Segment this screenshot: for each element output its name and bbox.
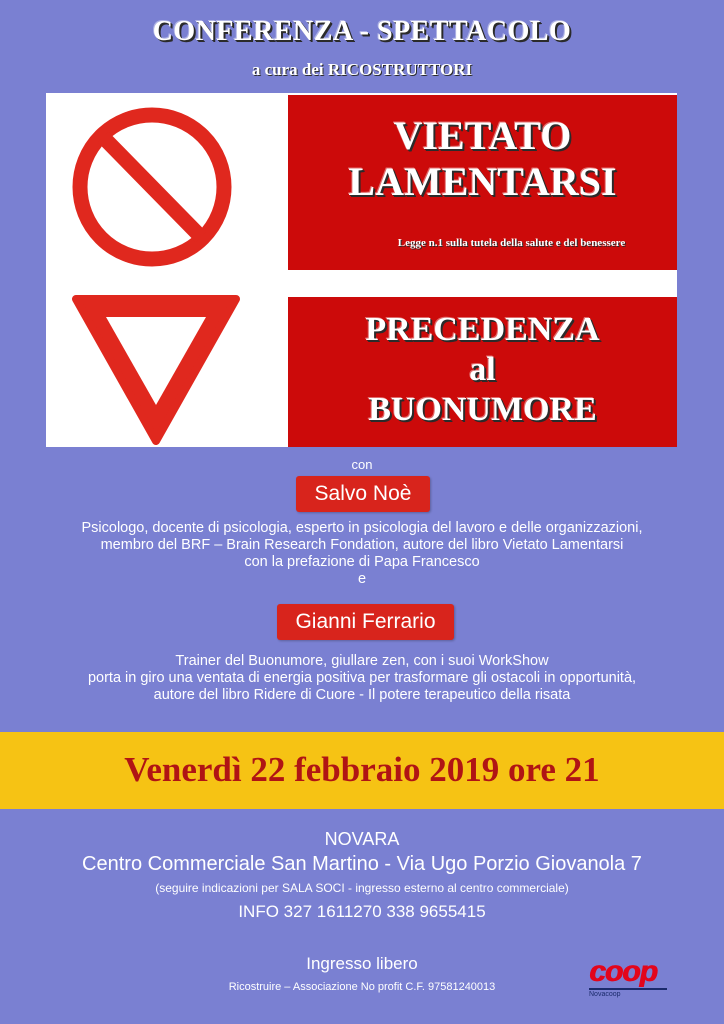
con-label: con — [351, 457, 373, 472]
event-date: Venerdì 22 febbraio 2019 ore 21 — [124, 750, 600, 789]
free-entry-label: Ingresso libero — [306, 954, 418, 973]
sign-panel — [46, 93, 677, 447]
info-phones: INFO 327 1611270 338 9655415 — [238, 902, 486, 921]
coop-logo-icon — [589, 955, 669, 1000]
precedenza-title — [288, 310, 677, 430]
bio-line: autore del libro Ridere di Cuore - Il potere terapeutico della risata — [153, 687, 571, 703]
venue-directions: (seguire indicazioni per SALA SOCI - ingresso esterno al centro commerciale) — [155, 881, 569, 895]
speaker-bio-noe — [0, 520, 724, 588]
title-line-al: al — [469, 351, 496, 388]
bio-line: con la prefazione di Papa Francesco — [244, 554, 480, 570]
vietato-lamentarsi-title — [288, 113, 677, 205]
speaker-bio-ferrario — [0, 653, 724, 704]
bio-line: membro del BRF – Brain Research Fondation, autore del libro Vietato Lamentarsi — [100, 537, 624, 553]
title-line-buonumore: BUONUMORE — [368, 391, 597, 428]
poster-subtitle: a cura dei RICOSTRUTTORI — [251, 60, 473, 79]
coop-logo-text: coop — [589, 955, 657, 988]
coop-logo-subtext: Novacoop — [589, 991, 621, 998]
speaker-name-noe: Salvo Noè — [296, 476, 430, 512]
venue-address: Centro Commerciale San Martino - Via Ugo Porzio Giovanola 7 — [82, 853, 642, 875]
speaker-name-ferrario: Gianni Ferrario — [277, 604, 454, 640]
bio-line: Trainer del Buonumore, giullare zen, con i suoi WorkShow — [175, 653, 549, 669]
poster-title: CONFERENZA - SPETTACOLO — [152, 16, 572, 47]
date-band — [0, 732, 724, 809]
title-line-precedenza: PRECEDENZA — [365, 311, 600, 348]
bio-line: porta in giro una ventata di energia positiva per trasformare gli ostacoli in opportunità, — [87, 670, 637, 686]
yield-sign-icon — [66, 293, 246, 445]
conjunction-e: e — [357, 571, 367, 587]
law-note: Legge n.1 sulla tutela della salute e del benessere — [397, 237, 626, 249]
bio-line: Psicologo, docente di psicologia, esperto in psicologia del lavoro e delle organizzazioni, — [81, 520, 643, 536]
precedenza-box — [288, 297, 677, 447]
venue-city: NOVARA — [324, 829, 400, 849]
association-info: Ricostruire – Associazione No profit C.F. 97581240013 — [228, 981, 496, 993]
title-line-lamentarsi: LAMENTARSI — [348, 159, 617, 204]
vietato-lamentarsi-box — [288, 95, 677, 270]
no-entry-sign-icon — [68, 107, 236, 267]
title-line-vietato: VIETATO — [393, 113, 572, 158]
